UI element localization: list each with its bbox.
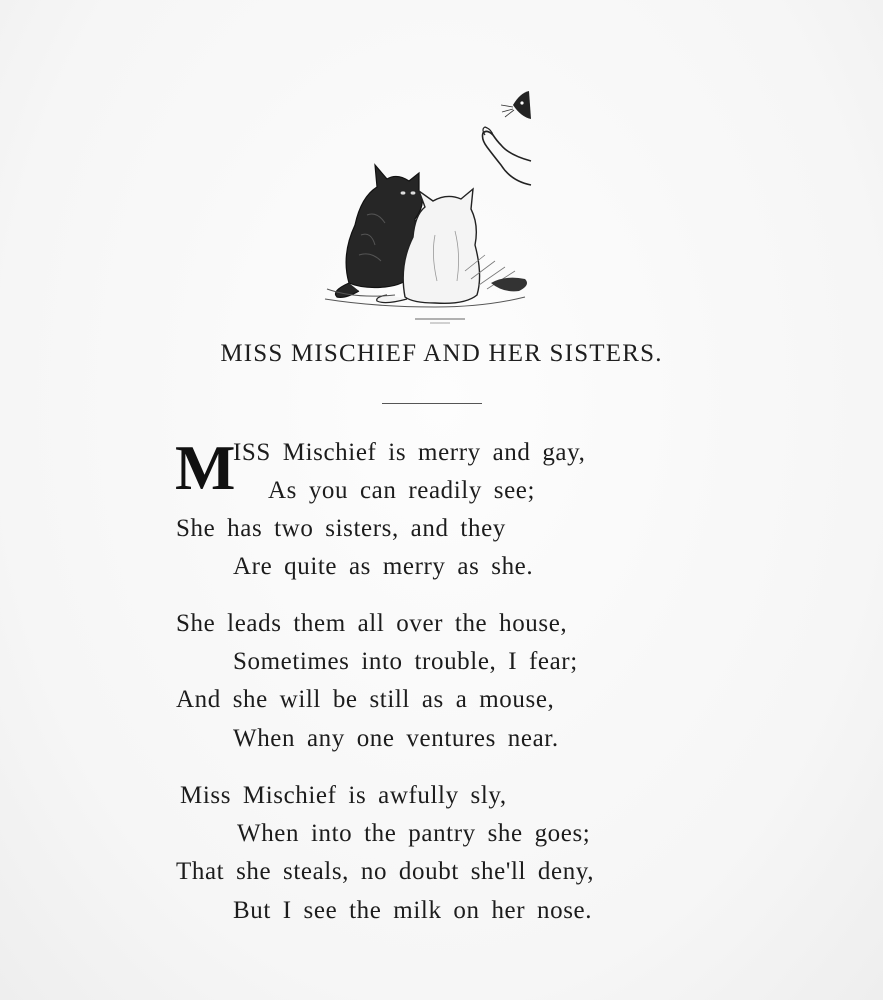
poem-line: But I see the milk on her nose. [233,897,593,924]
poem-line: She has two sisters, and they [176,515,506,542]
poem-line: She leads them all over the house, [176,610,568,637]
poem-line: Miss Mischief is awfully sly, [180,782,507,809]
poem-line: When any one ventures near. [233,725,559,752]
poem-line: That she steals, no doubt she'll deny, [176,858,595,885]
poem-line: Are quite as merry as she. [233,553,534,580]
poem-line: And she will be still as a mouse, [176,686,555,713]
poem-line: ISS Mischief is merry and gay, [233,439,586,466]
poem-line: Sometimes into trouble, I fear; [233,648,578,675]
poem-title: MISS MISCHIEF AND HER SISTERS. [220,340,663,367]
drop-cap: M [175,432,236,503]
poem-line: When into the pantry she goes; [237,820,591,847]
poem-line: As you can readily see; [268,477,536,504]
